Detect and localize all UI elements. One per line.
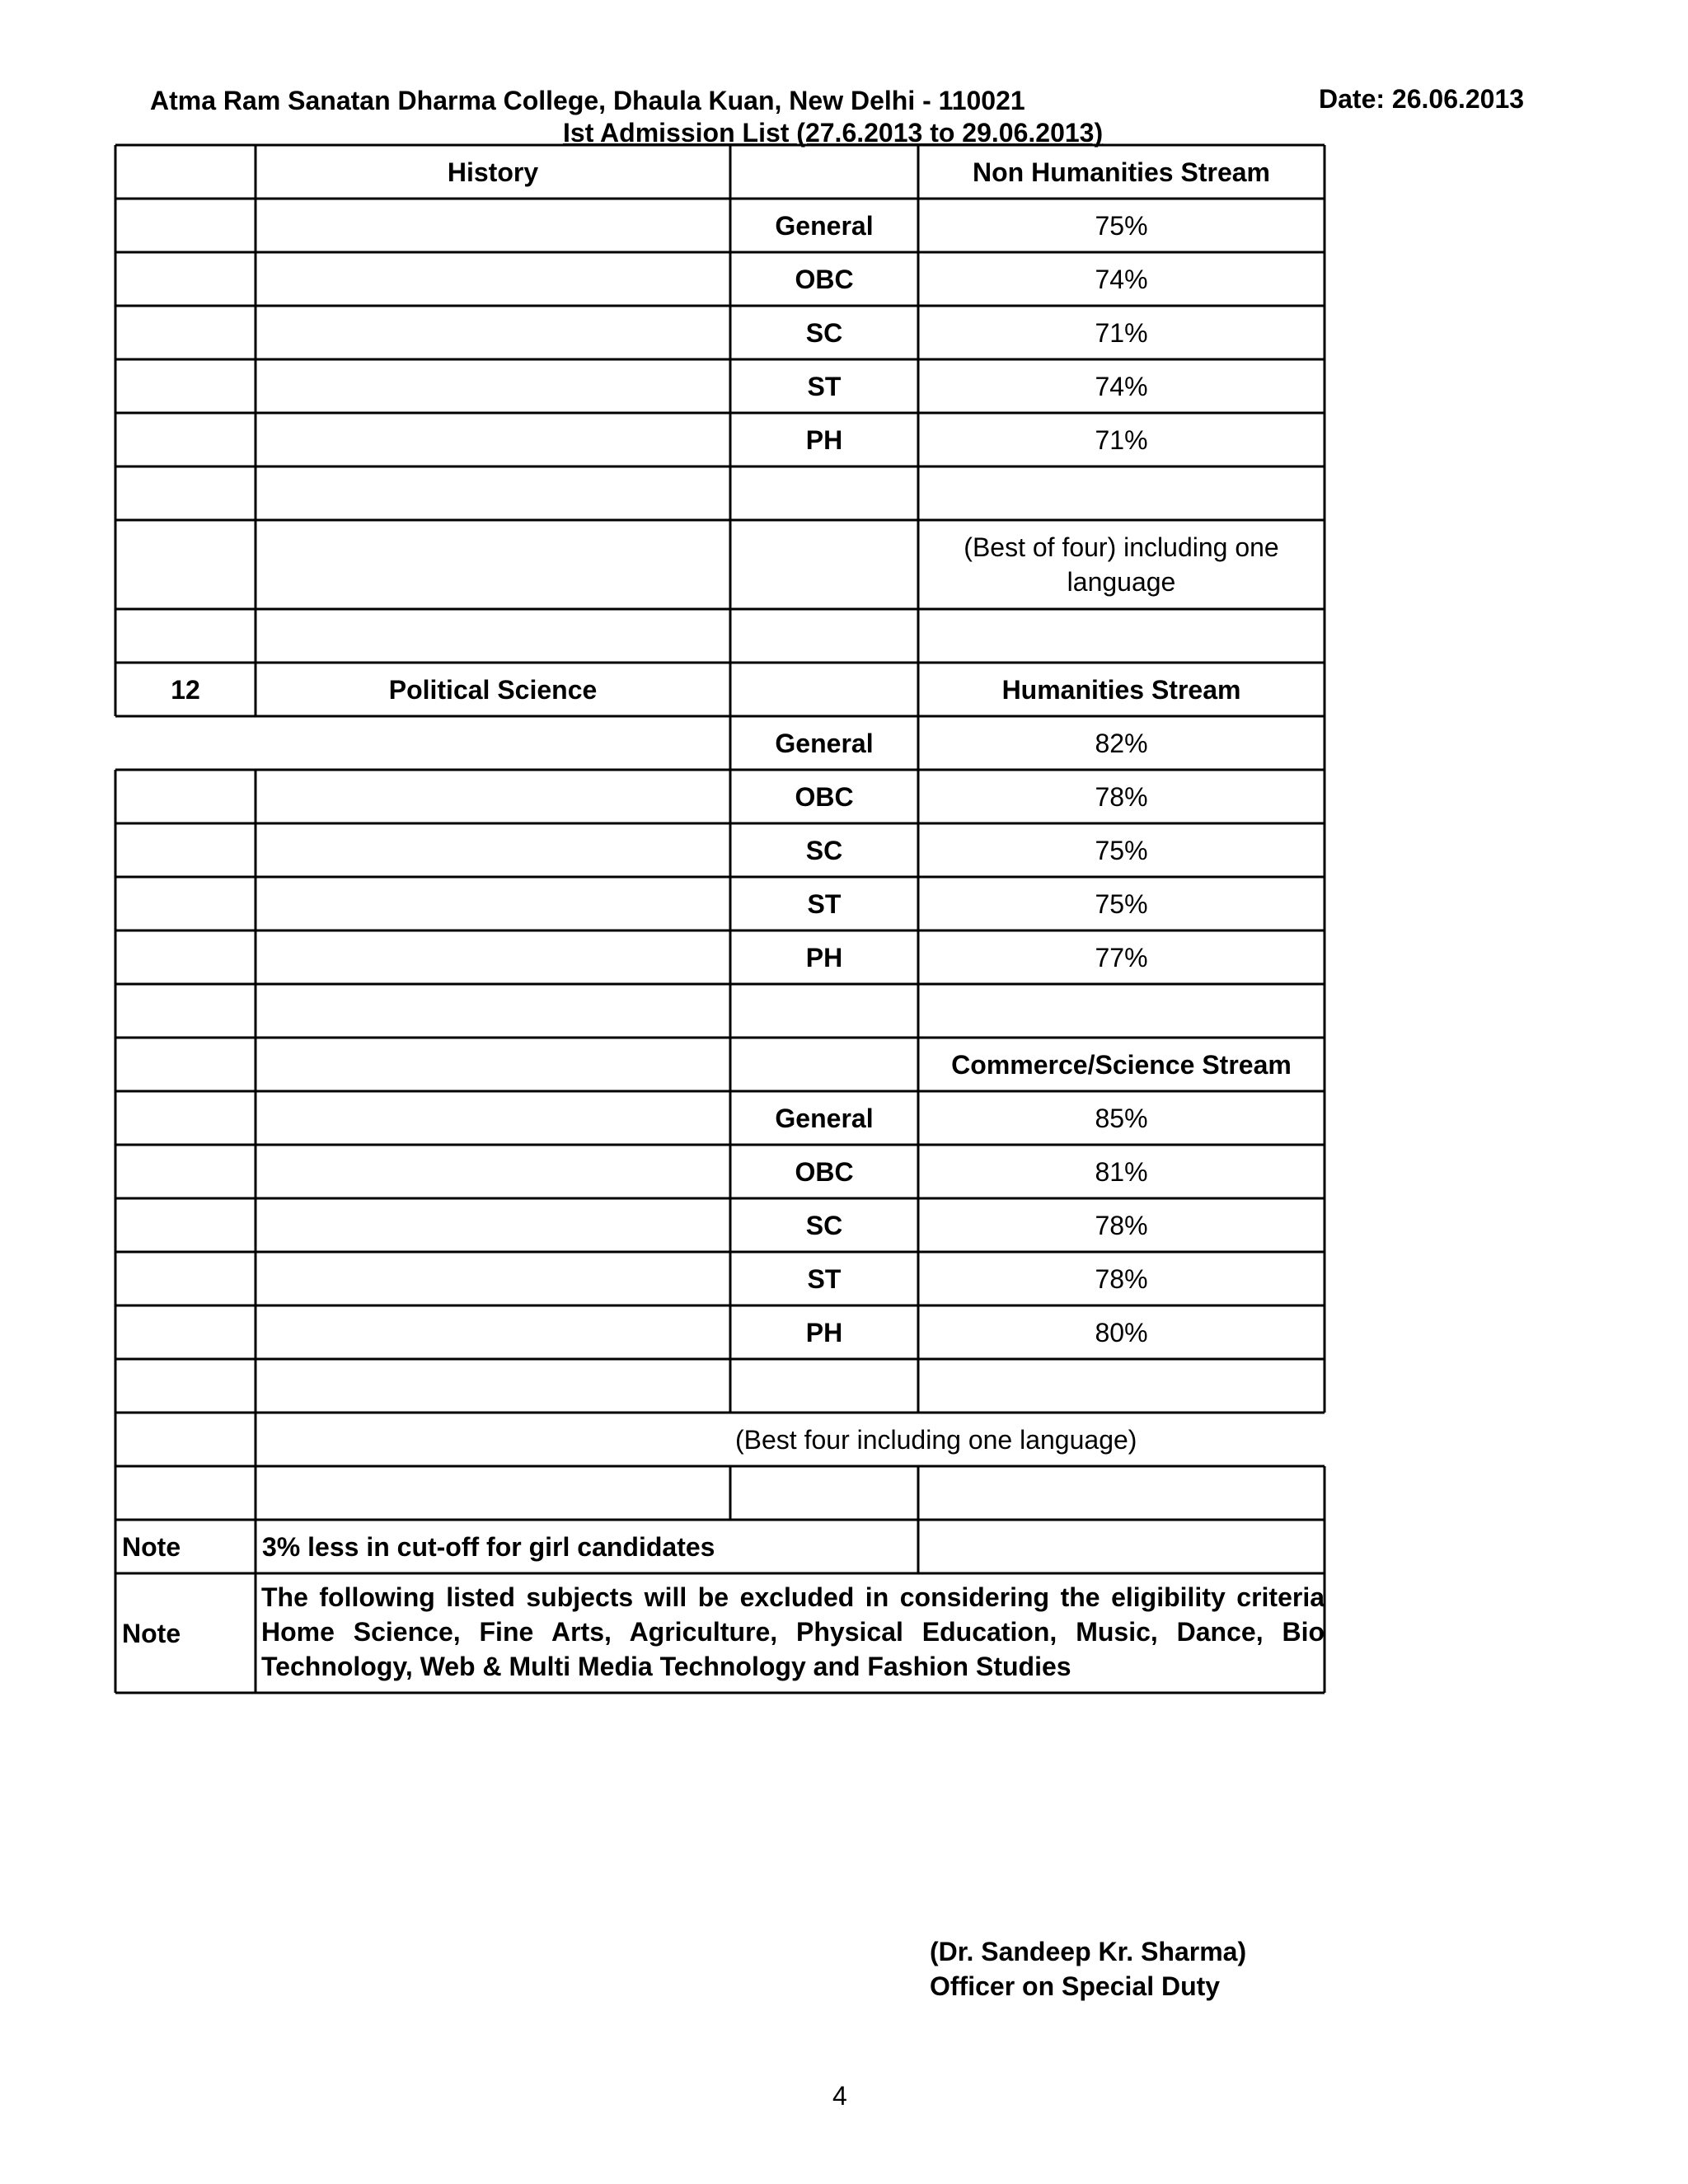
- subject-political-science: Political Science: [388, 674, 598, 705]
- cutoff-value: 74%: [1095, 264, 1148, 294]
- serial-number: 12: [171, 674, 200, 705]
- page-number: 4: [832, 2081, 847, 2111]
- cutoff-value: 75%: [1095, 888, 1148, 919]
- note-text: 3% less in cut-off for girl candidates: [262, 1531, 715, 1562]
- note-label: Note: [122, 1531, 181, 1562]
- category-label: SC: [805, 835, 843, 865]
- category-label: OBC: [795, 264, 854, 294]
- stream-heading: Non Humanities Stream: [973, 157, 1270, 187]
- subject-history: History: [447, 157, 539, 187]
- cutoff-value: 71%: [1095, 317, 1148, 348]
- category-label: PH: [805, 942, 843, 972]
- cutoff-value: 75%: [1095, 835, 1148, 865]
- cutoff-value: 78%: [1095, 1263, 1148, 1294]
- category-label: SC: [805, 1210, 843, 1240]
- eligibility-criteria: (Best of four) including one language: [964, 532, 1279, 597]
- category-label: PH: [805, 1317, 843, 1347]
- category-label: OBC: [795, 1156, 854, 1187]
- category-label: General: [775, 210, 874, 241]
- cutoff-value: 82%: [1095, 728, 1148, 758]
- category-label: General: [775, 1103, 874, 1133]
- signatory-designation: Officer on Special Duty: [930, 1971, 1221, 2001]
- stream-heading: Commerce/Science Stream: [951, 1049, 1292, 1080]
- eligibility-criteria: (Best four including one language): [735, 1424, 1137, 1455]
- cutoff-value: 75%: [1095, 210, 1148, 241]
- category-label: OBC: [795, 781, 854, 812]
- category-label: ST: [807, 371, 842, 401]
- category-label: SC: [805, 317, 843, 348]
- note-label: Note: [122, 1618, 181, 1648]
- cutoff-value: 78%: [1095, 1210, 1148, 1240]
- cutoff-value: 77%: [1095, 942, 1148, 972]
- cutoff-value: 80%: [1095, 1317, 1148, 1347]
- category-label: ST: [807, 1263, 842, 1294]
- cutoff-value: 71%: [1095, 424, 1148, 455]
- category-label: General: [775, 728, 874, 758]
- signature-block: [930, 1934, 1246, 2004]
- category-label: ST: [807, 888, 842, 919]
- signatory-name: (Dr. Sandeep Kr. Sharma): [930, 1937, 1247, 1966]
- cutoff-value: 85%: [1095, 1103, 1148, 1133]
- cutoff-value: 78%: [1095, 781, 1148, 812]
- stream-heading: Humanities Stream: [1001, 674, 1241, 705]
- document-date: Date: 26.06.2013: [1319, 84, 1525, 114]
- category-label: PH: [805, 424, 843, 455]
- note-text: The following listed subjects will be excluded in considering the eligibility criteria Home Science, Fine Arts, Agriculture, Physical Education, Music, Dance, Bio Technology, Web & Multi Media Technology and Fashion Studies: [261, 1582, 1325, 1681]
- cutoff-value: 81%: [1095, 1156, 1148, 1187]
- cutoff-value: 74%: [1095, 371, 1148, 401]
- college-name: Atma Ram Sanatan Dharma College, Dhaula Kuan, New Delhi - 110021: [150, 86, 1025, 115]
- admission-list-title: Ist Admission List (27.6.2013 to 29.06.2013): [563, 118, 1104, 148]
